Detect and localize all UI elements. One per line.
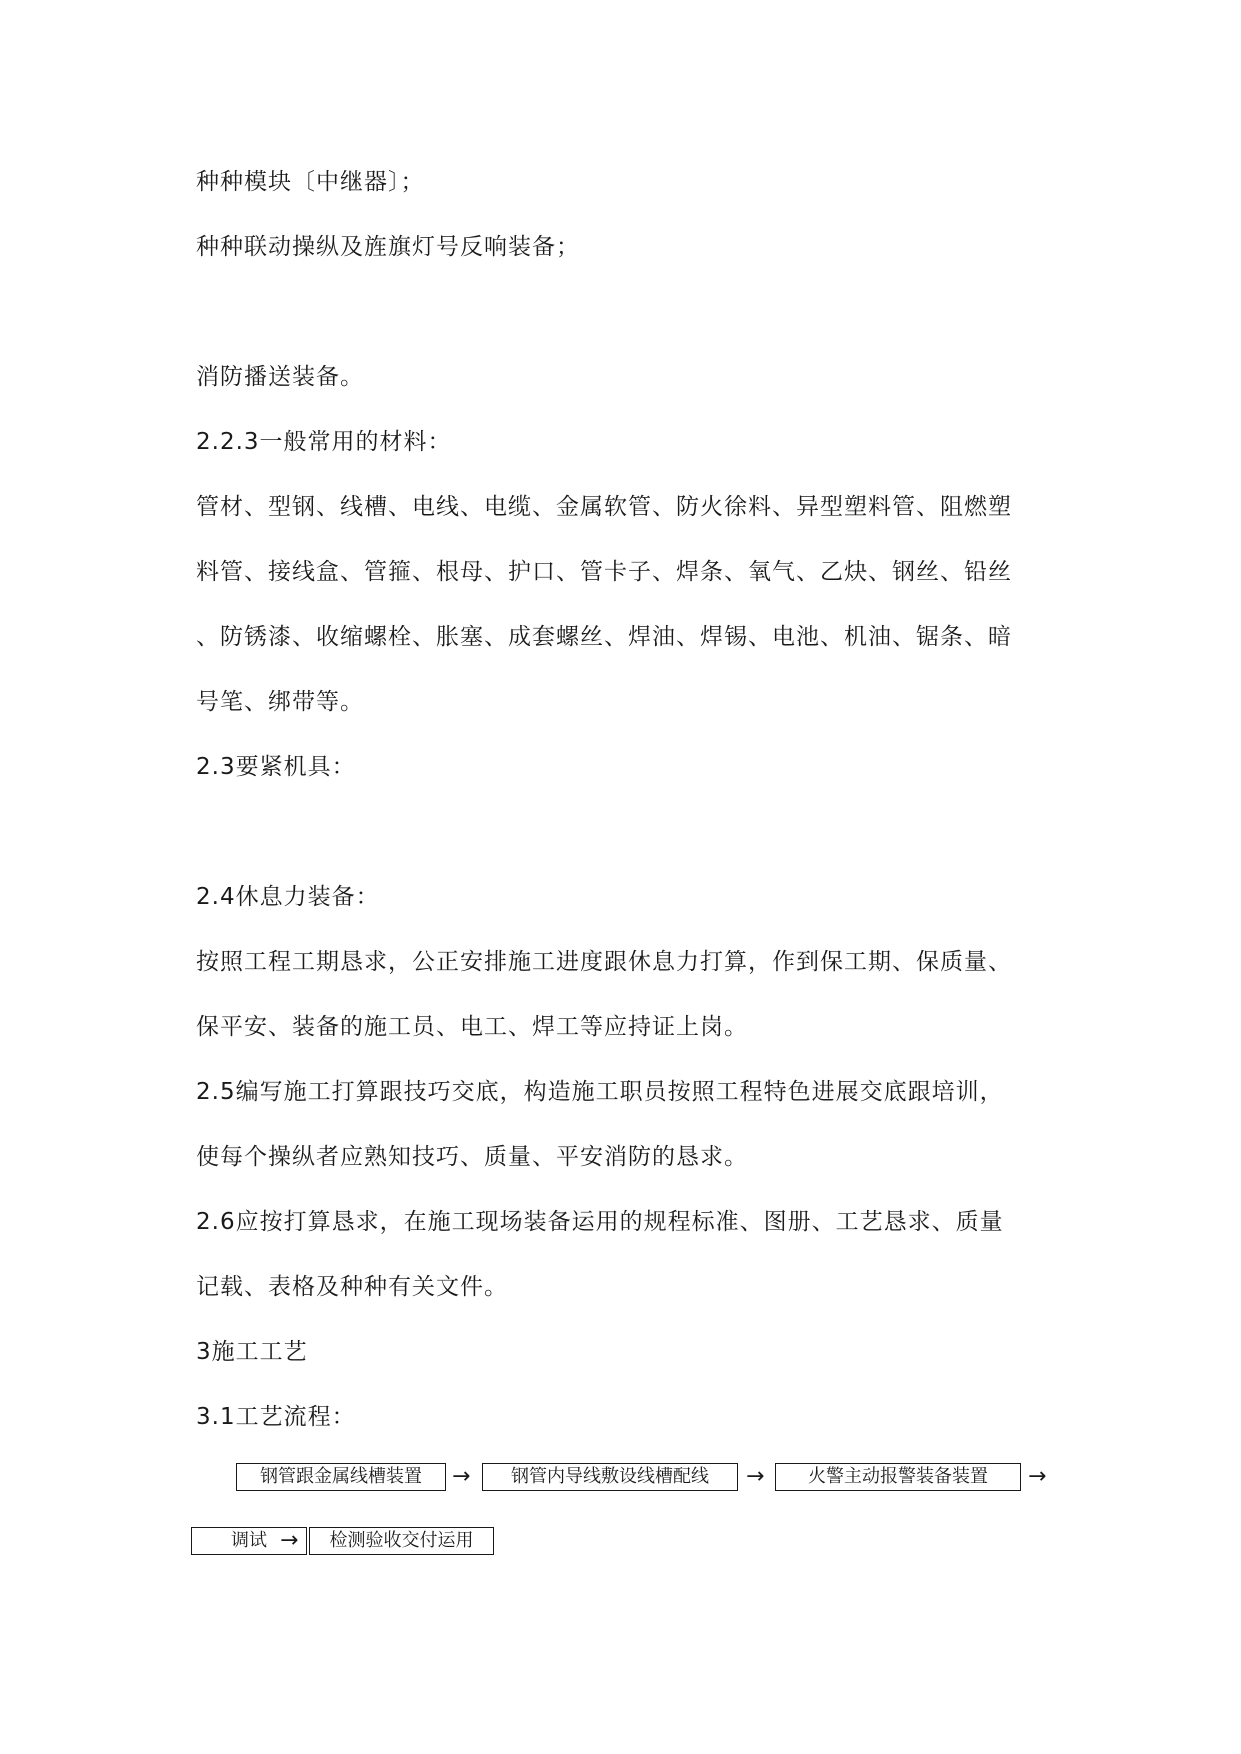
paragraph-materials-line-2: 料管、接线盒、管箍、根母、护口、管卡子、焊条、氧气、乙炔、钢丝、铅丝 <box>196 559 1012 585</box>
text-line-modules: 种种模块〔中继器〕； <box>196 169 425 195</box>
paragraph-2-6-line-2: 记载、表格及种种有关文件。 <box>196 1274 508 1300</box>
flow-step-debugging: 调试 <box>191 1527 307 1555</box>
paragraph-materials-line-1: 管材、型钢、线槽、电线、电缆、金属软管、防火徐料、异型塑料管、阻燃塑 <box>196 494 1012 520</box>
paragraph-labor-line-2: 保平安、装备的施工员、电工、焊工等应持证上岗。 <box>196 1014 748 1040</box>
paragraph-materials-line-4: 号笔、绑带等。 <box>196 689 364 715</box>
paragraph-2-6-line-1: 2.6应按打算恳求，在施工现场装备运用的规程标准、图册、工艺恳求、质量 <box>196 1209 1004 1235</box>
heading-2-4: 2.4休息力装备： <box>196 884 380 910</box>
flow-arrow-4: → <box>280 1528 299 1553</box>
paragraph-labor-line-1: 按照工程工期恳求，公正安排施工进度跟休息力打算，作到保工期、保质量、 <box>196 949 1012 975</box>
text-line-broadcast: 消防播送装备。 <box>196 364 364 390</box>
heading-3: 3施工工艺 <box>196 1339 308 1365</box>
text-line-linkage-control: 种种联动操纵及旌旗灯号反响装备； <box>196 234 580 260</box>
flow-step-fire-alarm-install: 火警主动报警装备装置 <box>775 1463 1021 1491</box>
flow-step-wiring: 钢管内导线敷设线槽配线 <box>482 1463 738 1491</box>
flow-arrow-3: → <box>1028 1464 1047 1489</box>
flow-arrow-1: → <box>452 1464 471 1489</box>
paragraph-2-5-line-1: 2.5编写施工打算跟技巧交底，构造施工职员按照工程特色进展交底跟培训， <box>196 1079 1004 1105</box>
heading-3-1: 3.1工艺流程： <box>196 1404 356 1430</box>
flow-step-inspection-handover: 检测验收交付运用 <box>309 1527 494 1555</box>
paragraph-materials-line-3: 、防锈漆、收缩螺栓、胀塞、成套螺丝、焊油、焊锡、电池、机油、锯条、暗 <box>196 624 1012 650</box>
flow-step-steel-pipe-trunking: 钢管跟金属线槽装置 <box>236 1463 446 1491</box>
flow-arrow-2: → <box>746 1464 765 1489</box>
heading-2-2-3: 2.2.3一般常用的材料： <box>196 429 452 455</box>
heading-2-3: 2.3要紧机具： <box>196 754 356 780</box>
paragraph-2-5-line-2: 使每个操纵者应熟知技巧、质量、平安消防的恳求。 <box>196 1144 748 1170</box>
